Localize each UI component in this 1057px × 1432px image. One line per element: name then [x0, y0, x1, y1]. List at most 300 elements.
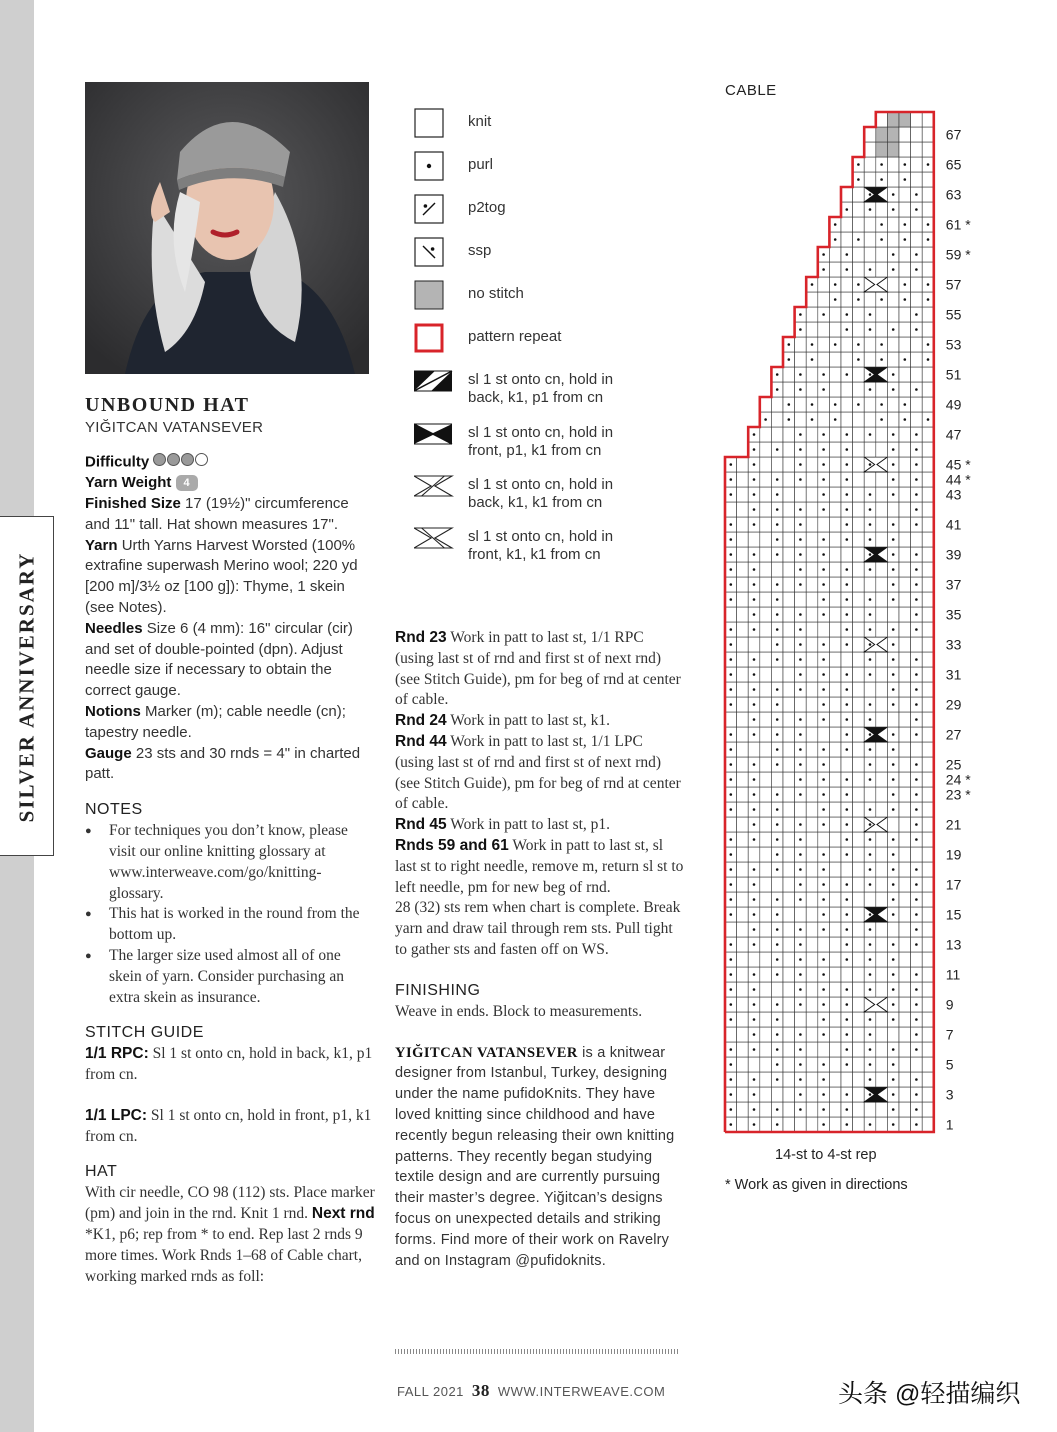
lc-icon — [414, 523, 454, 553]
chart-cell — [853, 472, 865, 487]
chart-cell — [806, 472, 818, 487]
purl-dot — [892, 553, 895, 556]
p2tog-icon — [414, 194, 444, 224]
purl-dot — [915, 703, 918, 706]
page-number: 38 — [471, 1381, 490, 1400]
chart-cell — [725, 712, 737, 727]
purl-dot — [869, 838, 872, 841]
purl-dot — [753, 973, 756, 976]
rounds-list — [395, 628, 685, 898]
chart-cell — [876, 247, 888, 262]
chart-cell — [748, 532, 760, 547]
purl-dot — [776, 658, 779, 661]
chart-cell — [899, 202, 911, 217]
chart-cell — [922, 367, 934, 382]
purl-dot — [799, 553, 802, 556]
lpc-icon — [414, 419, 454, 449]
purl-dot — [915, 1048, 918, 1051]
purl-dot — [776, 478, 779, 481]
chart-cell — [760, 562, 772, 577]
chart-cell — [899, 472, 911, 487]
row-label: 3 — [945, 1086, 954, 1103]
purl-dot — [753, 988, 756, 991]
chart-cell — [876, 427, 888, 442]
purl-dot — [822, 448, 825, 451]
chart-cell — [783, 487, 795, 502]
row-label: 29 — [945, 696, 962, 713]
chart-cell — [829, 562, 841, 577]
chart-cell — [922, 202, 934, 217]
chart-cell — [760, 937, 772, 952]
purl-dot — [776, 928, 779, 931]
hat-text-b: *K1, p6; rep from * to end. Rep last 2 rnds 9 more times. Work Rnds 1–68 of Cable chart, working marked rnds as foll: — [85, 1226, 363, 1285]
chart-cell — [887, 712, 899, 727]
round-instruction — [395, 628, 685, 711]
purl-dot — [834, 238, 837, 241]
legend-label: purl — [468, 156, 494, 173]
chart-cell — [783, 727, 795, 742]
chart-cell — [922, 532, 934, 547]
chart-cell — [911, 397, 923, 412]
chart-cell — [899, 517, 911, 532]
purl-dot — [799, 763, 802, 766]
purl-dot — [776, 868, 779, 871]
chart-cell — [876, 1057, 888, 1072]
side-tab-label: SILVER ANNIVERSARY — [14, 551, 39, 823]
chart-cell — [829, 967, 841, 982]
purl-dot — [869, 673, 872, 676]
round-label: Rnd 45 — [395, 816, 447, 834]
purl-dot — [799, 688, 802, 691]
row-label: 43 — [945, 486, 962, 503]
purl-dot — [811, 358, 814, 361]
purl-dot — [846, 253, 849, 256]
purl-dot — [822, 793, 825, 796]
purl-dot — [915, 508, 918, 511]
chart-cell — [806, 487, 818, 502]
purl-dot — [730, 1003, 733, 1006]
chart-cell — [829, 622, 841, 637]
notes-list — [85, 821, 375, 1008]
purl-dot — [799, 448, 802, 451]
chart-cell — [783, 457, 795, 472]
chart-cell — [899, 1057, 911, 1072]
chart-cell — [806, 817, 818, 832]
purl-dot — [834, 298, 837, 301]
chart-cell — [922, 397, 934, 412]
purl-dot — [799, 1003, 802, 1006]
chart-cell — [853, 1042, 865, 1057]
chart-cell — [853, 1072, 865, 1087]
purl-dot — [776, 583, 779, 586]
purl-dot — [927, 223, 930, 226]
chart-cell — [887, 337, 899, 352]
chart-cell — [829, 382, 841, 397]
purl-dot — [869, 268, 872, 271]
chart-cell — [922, 802, 934, 817]
purl-dot — [834, 343, 837, 346]
chart-cell — [899, 442, 911, 457]
purl-dot — [822, 568, 825, 571]
chart-cell — [771, 427, 783, 442]
purl-dot — [892, 883, 895, 886]
purl-dot — [776, 973, 779, 976]
round-text: Work in patt to last st, sl last st to right needle, remove m, return sl st to left needle, pm for new beg of rnd. — [395, 836, 684, 896]
chart-cell — [783, 367, 795, 382]
purl-dot — [846, 628, 849, 631]
purl-dot — [753, 433, 756, 436]
purl-dot — [915, 1018, 918, 1021]
purl-dot — [776, 628, 779, 631]
chart-cell — [737, 907, 749, 922]
purl-dot — [846, 598, 849, 601]
purl-dot — [799, 373, 802, 376]
chart-cell — [853, 217, 865, 232]
purl-dot — [822, 553, 825, 556]
purl-dot — [892, 943, 895, 946]
chart-cell — [783, 712, 795, 727]
chart-cell — [806, 1102, 818, 1117]
chart-cell — [829, 547, 841, 562]
chart-cell — [829, 262, 841, 277]
purl-dot — [822, 643, 825, 646]
chart-cell — [829, 652, 841, 667]
purl-dot — [799, 1033, 802, 1036]
purl-dot — [776, 1078, 779, 1081]
legend-label: sl 1 st onto cn, hold in back, k1, p1 from cn — [468, 371, 614, 406]
chart-cell — [876, 202, 888, 217]
purl-dot — [799, 838, 802, 841]
chart-cell — [899, 382, 911, 397]
purl-dot — [730, 733, 733, 736]
chart-cell — [899, 832, 911, 847]
purl-dot — [776, 448, 779, 451]
chart-cell — [899, 622, 911, 637]
stitch-guide-lpc — [85, 1106, 375, 1148]
purl-dot — [822, 958, 825, 961]
chart-cell — [795, 337, 807, 352]
chart-cell — [922, 727, 934, 742]
chart-cell — [922, 127, 934, 142]
purl-dot — [822, 658, 825, 661]
purl-dot — [915, 808, 918, 811]
chart-cell — [806, 1027, 818, 1042]
purl-dot — [730, 568, 733, 571]
purl-dot — [869, 1048, 872, 1051]
chart-cell — [876, 937, 888, 952]
purl-dot — [846, 1123, 849, 1126]
round-instruction — [395, 711, 685, 732]
chart-cell — [760, 1042, 772, 1057]
round-label: Rnd 23 — [395, 629, 447, 646]
chart-cell — [818, 322, 830, 337]
chart-cell — [853, 757, 865, 772]
chart-cell — [737, 517, 749, 532]
chart-cell — [922, 1102, 934, 1117]
chart-cell — [876, 952, 888, 967]
chart-cell — [806, 322, 818, 337]
finishing-text: Weave in ends. Block to measurements. — [395, 1002, 643, 1020]
purl-dot — [892, 463, 895, 466]
purl-dot — [822, 1003, 825, 1006]
chart-cell — [922, 997, 934, 1012]
chart-cell — [899, 772, 911, 787]
purl-dot — [892, 328, 895, 331]
purl-dot — [927, 358, 930, 361]
chart-cell — [853, 592, 865, 607]
purl-dot — [915, 433, 918, 436]
chart-cell — [853, 727, 865, 742]
chart-cell — [771, 562, 783, 577]
purl-dot — [892, 1018, 895, 1021]
chart-cell — [829, 502, 841, 517]
difficulty-dot — [167, 453, 180, 466]
purl-dot — [776, 1033, 779, 1036]
column-divider — [395, 1349, 679, 1354]
chart-cell — [899, 337, 911, 352]
purl-dot — [846, 733, 849, 736]
chart-cell — [899, 922, 911, 937]
purl-dot — [880, 343, 883, 346]
purl-dot — [846, 703, 849, 706]
chart-cell — [783, 877, 795, 892]
purl-dot — [799, 883, 802, 886]
chart-cell — [841, 652, 853, 667]
purl-dot — [892, 838, 895, 841]
chart-cell — [806, 907, 818, 922]
purl-dot — [776, 718, 779, 721]
purl-dot — [927, 298, 930, 301]
purl-dot — [776, 733, 779, 736]
chart-cell — [876, 307, 888, 322]
purl-dot — [892, 973, 895, 976]
chart-cell — [783, 1102, 795, 1117]
purl-dot — [915, 193, 918, 196]
purl-dot — [880, 403, 883, 406]
row-label: 57 — [945, 276, 962, 293]
chart-cell — [899, 502, 911, 517]
purl-dot — [753, 628, 756, 631]
purl-dot — [892, 988, 895, 991]
chart-cell — [783, 922, 795, 937]
chart-cell — [806, 367, 818, 382]
purl-dot — [730, 463, 733, 466]
purl-dot — [915, 463, 918, 466]
chart-cell — [864, 1102, 876, 1117]
chart-cell — [737, 547, 749, 562]
chart-cell — [737, 1072, 749, 1087]
side-tab — [0, 516, 54, 856]
chart-cell — [864, 337, 876, 352]
purl-dot — [753, 763, 756, 766]
chart-cell — [806, 967, 818, 982]
chart-cell — [853, 742, 865, 757]
chart-cell — [853, 1117, 865, 1132]
purl-dot — [846, 463, 849, 466]
chart-cell — [899, 532, 911, 547]
purl-dot — [753, 1003, 756, 1006]
chart-cell — [922, 307, 934, 322]
purl-dot — [776, 763, 779, 766]
chart-cell — [829, 832, 841, 847]
chart-cell — [876, 472, 888, 487]
pattern-title: UNBOUND HAT — [85, 394, 250, 416]
chart-cell — [806, 457, 818, 472]
chart-cell — [922, 322, 934, 337]
purl-dot — [730, 1108, 733, 1111]
legend-item-knit — [414, 108, 491, 138]
purl-dot — [776, 643, 779, 646]
chart-cell — [853, 667, 865, 682]
purl-dot — [822, 823, 825, 826]
purl-dot — [753, 793, 756, 796]
purl-dot — [892, 793, 895, 796]
chart-cell — [806, 547, 818, 562]
chart-cell — [806, 742, 818, 757]
chart-cell — [922, 1087, 934, 1102]
purl-dot — [880, 163, 883, 166]
chart-cell — [783, 577, 795, 592]
purl-dot — [892, 268, 895, 271]
chart-cell — [899, 862, 911, 877]
purl-dot — [822, 388, 825, 391]
purl-dot — [799, 628, 802, 631]
chart-cell — [922, 607, 934, 622]
chart-cell — [806, 427, 818, 442]
chart-cell — [853, 982, 865, 997]
chart-cell — [760, 487, 772, 502]
chart-cell — [911, 292, 923, 307]
purl-dot — [915, 763, 918, 766]
chart-cell — [853, 367, 865, 382]
purl-dot — [915, 943, 918, 946]
chart-cell — [841, 187, 853, 202]
legend-label: ssp — [468, 242, 492, 259]
row-label: 47 — [945, 426, 962, 443]
purl-dot — [927, 343, 930, 346]
purl-dot — [869, 703, 872, 706]
purl-dot — [822, 1018, 825, 1021]
footer-site: WWW.INTERWEAVE.COM — [497, 1384, 666, 1399]
purl-dot — [753, 448, 756, 451]
row-label: 27 — [945, 726, 962, 743]
purl-dot — [892, 643, 895, 646]
purl-dot — [822, 853, 825, 856]
purl-dot — [730, 1093, 733, 1096]
chart-cell — [806, 922, 818, 937]
chart-cell — [899, 652, 911, 667]
chart-cell — [876, 787, 888, 802]
chart-cell — [806, 697, 818, 712]
chart-cell — [760, 1027, 772, 1042]
chart-cell — [818, 937, 830, 952]
purl-dot — [915, 778, 918, 781]
purl-dot — [730, 898, 733, 901]
purl-dot — [869, 643, 872, 646]
purl-dot — [730, 598, 733, 601]
round-text: Work in patt to last st, 1/1 RPC (using last st of rnd and first st of next rnd) (see Stitch Guide), pm for beg of rnd at center of cable. — [395, 629, 681, 709]
chart-cell — [748, 952, 760, 967]
chart-cell — [829, 247, 841, 262]
purl-dot — [822, 598, 825, 601]
chart-cell — [737, 937, 749, 952]
chart-cell — [853, 562, 865, 577]
chart-cell — [783, 832, 795, 847]
spec-label: Finished Size — [85, 494, 181, 512]
row-label: 7 — [945, 1026, 954, 1043]
chart-cell — [922, 757, 934, 772]
chart-cell — [899, 727, 911, 742]
chart-cell — [795, 592, 807, 607]
purl-dot — [753, 703, 756, 706]
chart-cell — [864, 142, 876, 157]
purl-dot — [730, 763, 733, 766]
purl-dot — [915, 1003, 918, 1006]
purl-dot — [892, 448, 895, 451]
chart-cell — [737, 472, 749, 487]
finishing-heading: FINISHING — [395, 981, 481, 999]
purl-dot — [776, 598, 779, 601]
purl-dot — [730, 943, 733, 946]
purl-dot — [799, 988, 802, 991]
purl-dot — [892, 733, 895, 736]
chart-cell — [818, 1042, 830, 1057]
round-instruction — [395, 815, 685, 836]
purl-dot — [753, 1078, 756, 1081]
chart-cell — [806, 1087, 818, 1102]
chart-cell — [876, 757, 888, 772]
chart-cell — [922, 652, 934, 667]
purl-dot — [846, 673, 849, 676]
purl-dot — [880, 178, 883, 181]
purl-dot — [846, 538, 849, 541]
purl-dot — [846, 853, 849, 856]
chart-cell — [783, 592, 795, 607]
spec-text: 23 sts and 30 rnds = 4" in charted patt. — [85, 744, 361, 783]
purl-dot — [753, 718, 756, 721]
purl-dot — [915, 883, 918, 886]
purl-dot — [892, 763, 895, 766]
purl-dot — [846, 898, 849, 901]
purl-dot — [753, 1123, 756, 1126]
purl-dot — [776, 688, 779, 691]
chart-cell — [806, 997, 818, 1012]
row-label: 55 — [945, 306, 962, 323]
chart-cell — [760, 727, 772, 742]
purl-dot — [915, 208, 918, 211]
purl-dot — [834, 223, 837, 226]
chart-cell — [760, 787, 772, 802]
purl-dot — [846, 1063, 849, 1066]
chart-cell — [806, 637, 818, 652]
purl-dot — [869, 193, 872, 196]
chart-cell — [760, 592, 772, 607]
chart-cell — [783, 1072, 795, 1087]
chart-cell — [922, 907, 934, 922]
chart-cell — [864, 892, 876, 907]
chart-cell — [760, 652, 772, 667]
chart-cell — [853, 622, 865, 637]
purl-dot — [730, 958, 733, 961]
chart-cell — [853, 247, 865, 262]
purl-dot — [834, 403, 837, 406]
chart-cell — [876, 832, 888, 847]
chart-cell — [911, 112, 923, 127]
chart-cell — [922, 1057, 934, 1072]
chart-cell — [806, 1012, 818, 1027]
chart-cell — [783, 622, 795, 637]
chart-cell — [829, 712, 841, 727]
